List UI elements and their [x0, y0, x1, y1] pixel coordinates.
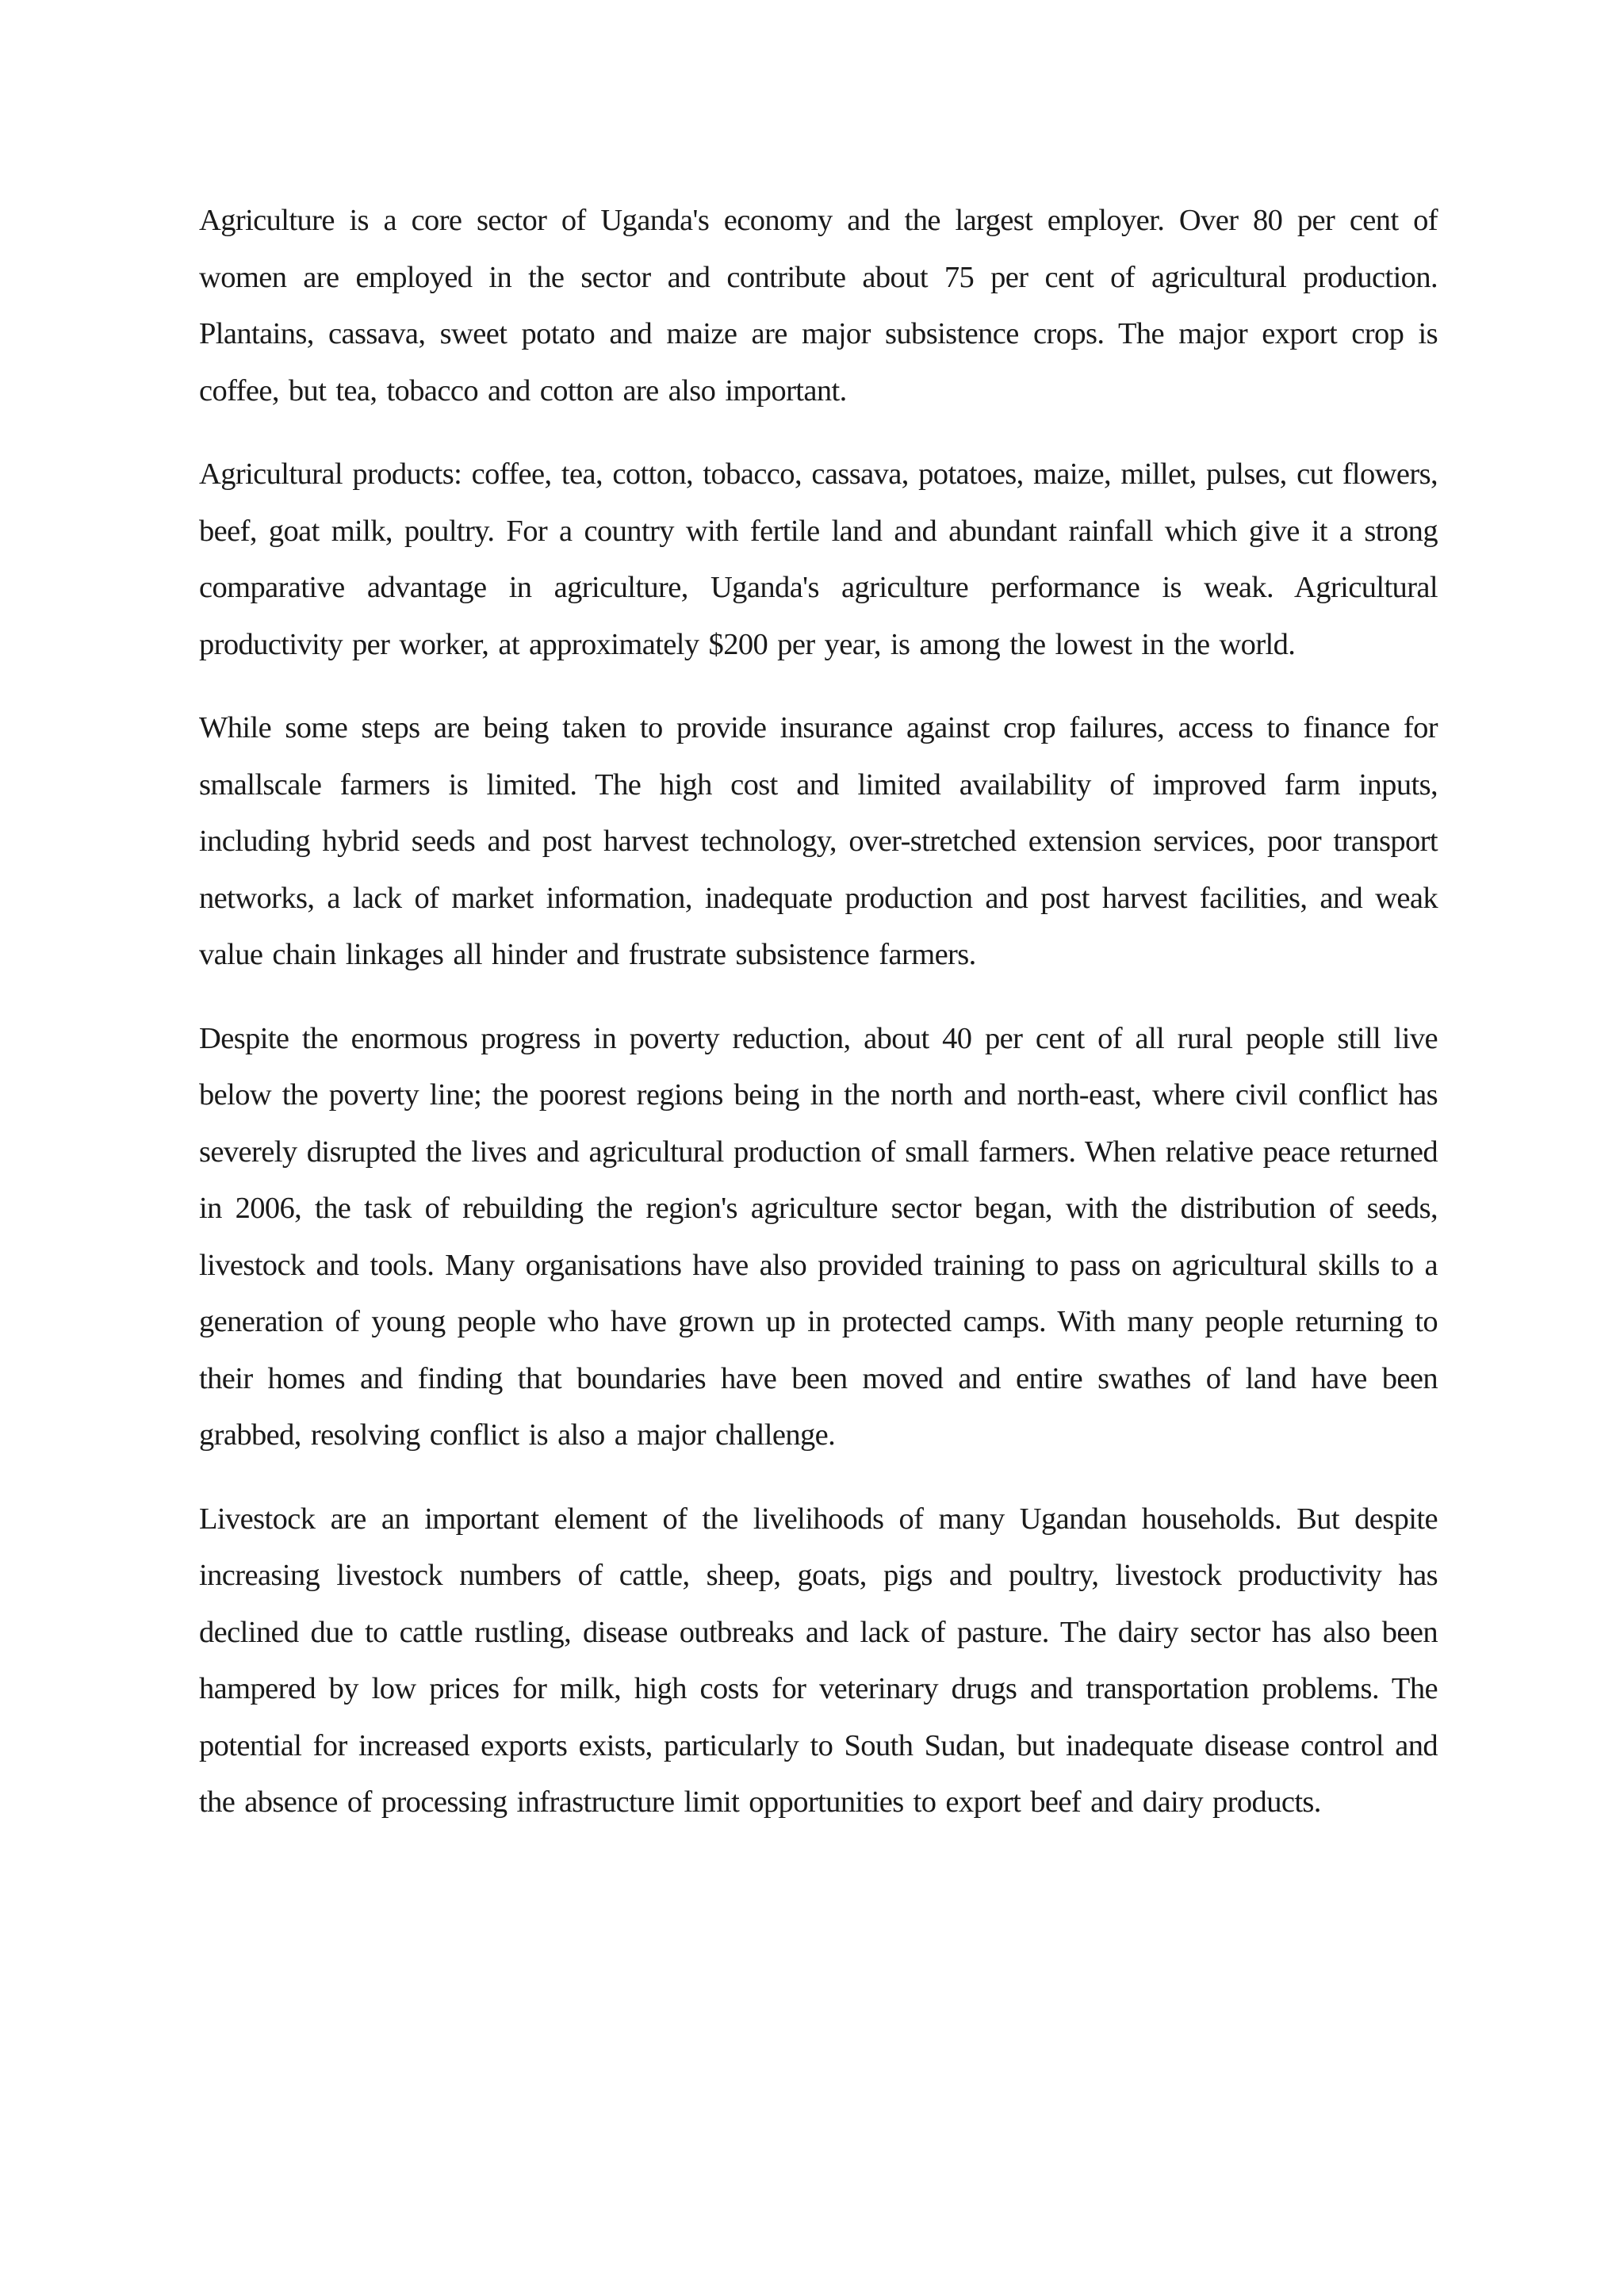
paragraph-poverty-reduction: Despite the enormous progress in poverty reduction, about 40 per cent of all rural people still live below the poverty line; the poorest regions being in the north and north-east, where civil conflict has severely disrupted the lives and agricultural production of small farmers. When relative peace returned in 2006, the task of rebuilding the region's agriculture sector began, with the distribution of seeds, livestock and tools. Many organisations have also provided training to pass on agricultural skills to a generation of young people who have grown up in protected camps. With many people returning to their homes and finding that boundaries have been moved and entire swathes of land have been grabbed, resolving conflict is also a major challenge. — [199, 1021, 1438, 1452]
paragraph-agricultural-products: Agricultural products: coffee, tea, cotton, tobacco, cassava, potatoes, maize, millet, pulses, cut flowers, beef, goat milk, poultry. For a country with fertile land and abundant rainfall which give it a strong comparative advantage in agriculture, Uganda's agriculture performance is weak. Agricultural productivity per worker, at approximately $200 per year, is among the lowest in the world. — [199, 457, 1438, 661]
document-body — [199, 193, 1438, 1831]
paragraph-livestock: Livestock are an important element of the livelihoods of many Ugandan households. But despite increasing livestock numbers of cattle, sheep, goats, pigs and poultry, livestock productivity has declined due to cattle rustling, disease outbreaks and lack of pasture. The dairy sector has also been hampered by low prices for milk, high costs for veterinary drugs and transportation problems. The potential for increased exports exists, particularly to South Sudan, but inadequate disease control and the absence of processing infrastructure limit opportunities to export beef and dairy products. — [199, 1502, 1438, 1819]
paragraph-agriculture-overview: Agriculture is a core sector of Uganda's economy and the largest employer. Over 80 per cent of women are employed in the sector and contribute about 75 per cent of agricultural production. Plantains, cassava, sweet potato and maize are major subsistence crops. The major export crop is coffee, but tea, tobacco and cotton are also important. — [199, 204, 1438, 408]
paragraph-finance-access: While some steps are being taken to provide insurance against crop failures, access to finance for smallscale farmers is limited. The high cost and limited availability of improved farm inputs, including hybrid seeds and post harvest technology, over-stretched extension services, poor transport networks, a lack of market information, inadequate production and post harvest facilities, and weak value chain linkages all hinder and frustrate subsistence farmers. — [199, 711, 1438, 971]
